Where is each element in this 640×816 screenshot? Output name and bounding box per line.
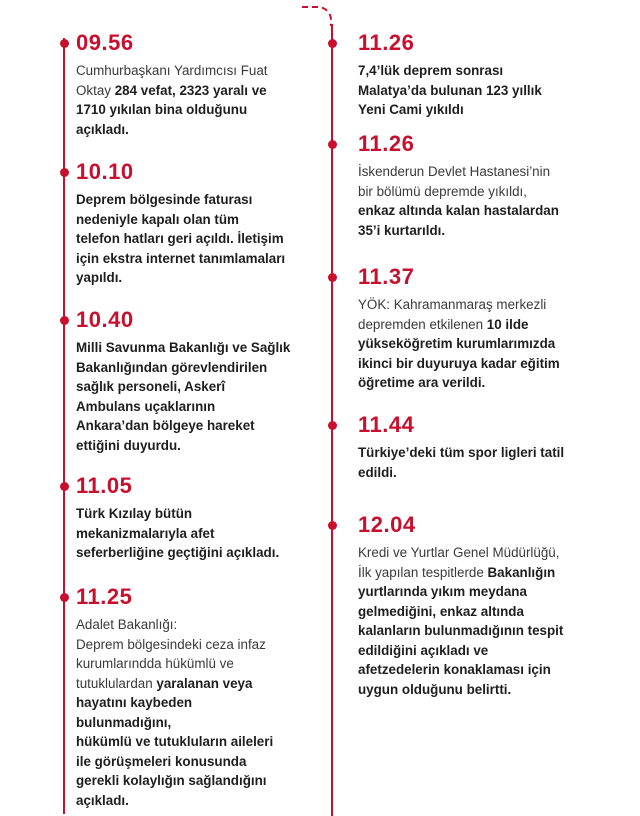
entry-line (358, 680, 590, 700)
entry-line (76, 210, 294, 230)
entry-text-segment: Ambulans uçaklarının (76, 398, 216, 414)
entry-text-segment: depremden etkilenen (358, 316, 487, 332)
entry-line (76, 397, 294, 417)
entry-line (76, 416, 294, 436)
entry-text-segment: enkaz altında kalan hastalardan (358, 203, 559, 218)
entry-time: 11.26 (358, 30, 415, 55)
entry-line (76, 377, 294, 397)
entry-text-segment: gerekli kolaylığın sağlandığını (76, 773, 267, 788)
entry-time: 10.10 (76, 159, 134, 184)
entry-line (76, 524, 294, 544)
entry-text-segment: mekanizmalarıyla afet (76, 525, 215, 541)
timeline-rail-left (63, 38, 65, 814)
entry-time: 10.40 (76, 307, 134, 332)
entry-text-segment: Malatya’da bulunan 123 yıllık (358, 82, 542, 98)
entry-text-segment: için ekstra internet tanımlamaları (76, 250, 286, 266)
timeline-dot (328, 421, 337, 430)
entry-text (76, 61, 294, 139)
entry-line (76, 504, 294, 524)
entry-line (76, 693, 294, 713)
entry-line (76, 268, 294, 288)
entry-text (358, 295, 590, 393)
entry-line (358, 563, 590, 583)
entry-text-segment: ettiğini duyurdu. (76, 437, 181, 453)
timeline-entry (76, 308, 294, 455)
entry-line (76, 635, 294, 655)
entry-line (76, 732, 294, 752)
entry-text-segment: İlk yapılan tespitlerde (358, 564, 488, 580)
entry-time: 12.04 (358, 512, 416, 537)
timeline-entry (358, 31, 590, 120)
entry-line (76, 61, 294, 81)
entry-text-segment: 10 ilde (486, 316, 529, 332)
entry-time: 11.26 (358, 131, 415, 156)
entry-text-segment: nedeniyle kapalı olan tüm (76, 211, 239, 227)
entry-line (76, 358, 294, 378)
entry-text (358, 61, 590, 120)
entry-text-segment: hükümlü ve tutukluların aileleri (76, 734, 274, 749)
entry-line (76, 100, 294, 120)
entry-time: 11.05 (76, 473, 133, 498)
timeline-dot (328, 39, 337, 48)
entry-text-segment: kurumlarındda hükümlü ve (76, 656, 234, 671)
entry-text-segment: 7,4’lük deprem sonrası (358, 63, 504, 78)
entry-text-segment: Ankara’dan bölgeye hareket (76, 418, 255, 433)
entry-line (76, 674, 294, 694)
entry-text-segment: seferberliğine geçtiğini açıkladı. (76, 545, 280, 560)
entry-text-segment: İskenderun Devlet Hastanesi’nin (358, 164, 551, 179)
timeline-entry (76, 474, 294, 563)
entry-text-segment: öğretime ara verildi. (358, 375, 486, 390)
timeline-entry (358, 413, 590, 482)
entry-text-segment: Milli Savunma Bakanlığı ve Sağlık (76, 340, 291, 355)
entry-text-segment: Kredi ve Yurtlar Genel Müdürlüğü, (358, 545, 560, 560)
entry-text-segment: Yeni Cami yıkıldı (358, 102, 464, 117)
entry-line (76, 338, 294, 358)
entry-text-segment: bulunmadığını, (76, 714, 172, 730)
entry-line (358, 660, 590, 680)
entry-line (76, 190, 294, 210)
entry-text-segment: 35’i kurtarıldı. (358, 222, 446, 238)
timeline-connector (302, 6, 332, 26)
entry-text-segment: yükseköğretim kurumlarımızda (358, 336, 556, 351)
entry-time: 11.44 (358, 412, 415, 437)
timeline-dot (60, 168, 69, 177)
entry-text-segment: ile görüşmeleri konusunda (76, 753, 247, 769)
entry-line (76, 436, 294, 456)
entry-text (358, 162, 590, 240)
timeline-entry (76, 31, 294, 139)
timeline-entry (76, 585, 294, 810)
entry-line (76, 615, 294, 635)
entry-line (358, 61, 590, 81)
entry-line (358, 582, 590, 602)
entry-line (358, 315, 590, 335)
entry-line (76, 752, 294, 772)
entry-line (358, 354, 590, 374)
entry-line (76, 81, 294, 101)
entry-text-segment: sağlık personeli, Askerî (76, 379, 226, 394)
entry-text-segment: yaralanan veya (156, 675, 253, 691)
entry-text-segment: ikinci bir duyuruya kadar eğitim (358, 355, 560, 371)
entry-line (358, 641, 590, 661)
entry-line (76, 249, 294, 269)
entry-text-segment: gelmediğini, enkaz altında (358, 603, 524, 619)
entry-text-segment: tutuklulardan (76, 675, 157, 691)
timeline-dot (328, 273, 337, 282)
timeline-entry (76, 160, 294, 288)
entry-line (76, 654, 294, 674)
timeline-dot (60, 316, 69, 325)
entry-line (358, 182, 590, 202)
entry-time: 11.37 (358, 264, 415, 289)
timeline-dot (328, 521, 337, 530)
entry-text (76, 338, 294, 455)
entry-text-segment: uygun olduğunu belirtti. (358, 681, 512, 697)
entry-text-segment: Cumhurbaşkanı Yardımcısı Fuat (76, 63, 268, 78)
entry-time: 09.56 (76, 30, 134, 55)
entry-text (358, 443, 590, 482)
timeline-dot (328, 140, 337, 149)
entry-line (76, 120, 294, 140)
entry-text (358, 543, 590, 699)
entry-text-segment: afetzedelerin konaklaması için (358, 662, 551, 677)
timeline-dot (60, 39, 69, 48)
entry-text-segment: açıkladı. (76, 792, 129, 808)
entry-line (358, 621, 590, 641)
entry-line (358, 443, 590, 463)
entry-text (76, 504, 294, 563)
entry-text-segment: 284 vefat, 2323 yaralı ve (114, 82, 267, 98)
entry-line (76, 771, 294, 791)
entry-line (76, 791, 294, 811)
entry-text-segment: Deprem bölgesindeki ceza infaz (76, 636, 266, 652)
entry-text (76, 190, 294, 288)
entry-text-segment: telefon hatları geri açıldı. İletişim (76, 231, 284, 246)
entry-text-segment: Oktay (76, 82, 115, 98)
entry-text-segment: 1710 yıkılan bina olduğunu (76, 102, 248, 117)
entry-line (358, 602, 590, 622)
timeline-dot (60, 482, 69, 491)
entry-line (358, 543, 590, 563)
entry-line (76, 229, 294, 249)
entry-text-segment: Bakanlığından görevlendirilen (76, 359, 268, 375)
entry-line (358, 373, 590, 393)
entry-line (358, 463, 590, 483)
entry-text-segment: YÖK: Kahramanmaraş merkezli (358, 297, 547, 312)
entry-text-segment: Deprem bölgesinde faturası (76, 192, 253, 207)
entry-text-segment: yapıldı. (76, 270, 123, 285)
timeline-entry (358, 132, 590, 240)
entry-line (358, 221, 590, 241)
entry-line (358, 81, 590, 101)
timeline-dot (60, 593, 69, 602)
entry-text-segment: yurtlarında yıkım meydana (358, 584, 527, 599)
entry-line (358, 334, 590, 354)
entry-text-segment: Türkiye’deki tüm spor ligleri tatil (358, 445, 565, 460)
entry-text-segment: kalanların bulunmadığının tespit (358, 623, 564, 638)
entry-time: 11.25 (76, 584, 133, 609)
entry-text (76, 615, 294, 810)
entry-text-segment: bir bölümü depremde yıkıldı, (358, 183, 527, 199)
entry-text-segment: hayatını kaybeden (76, 695, 193, 710)
entry-text-segment: edildiğini açıkladı ve (358, 642, 489, 658)
entry-line (358, 201, 590, 221)
entry-line (76, 713, 294, 733)
entry-line (358, 162, 590, 182)
entry-line (358, 100, 590, 120)
entry-line (358, 295, 590, 315)
timeline-entry (358, 513, 590, 699)
entry-text-segment: Adalet Bakanlığı: (76, 617, 178, 632)
entry-text-segment: Türk Kızılay bütün (76, 506, 193, 521)
timeline-entry (358, 265, 590, 393)
entry-text-segment: edildi. (358, 464, 397, 480)
entry-text-segment: açıkladı. (76, 121, 129, 137)
entry-text-segment: Bakanlığın (487, 564, 556, 580)
entry-line (76, 543, 294, 563)
